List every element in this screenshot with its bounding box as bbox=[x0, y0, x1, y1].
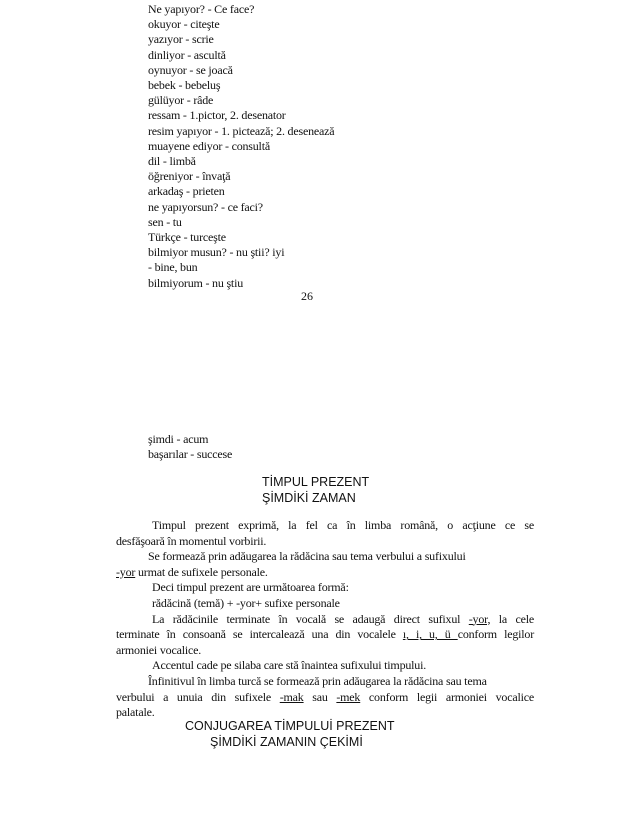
conjugation-heading-line1: CONJUGAREA TİMPULUİ PREZENT bbox=[185, 719, 395, 733]
vocab-entry: bilmiyor musun? - nu ştii? iyi bbox=[148, 245, 285, 260]
vocab-entry: öğreniyor - învaţă bbox=[148, 169, 231, 184]
paragraph-line: Timpul prezent exprimă, la fel ca în limba română, o acţiune ce se bbox=[152, 518, 534, 532]
vocab-entry: - bine, bun bbox=[148, 260, 198, 275]
vocab-entry: Türkçe - turceşte bbox=[148, 230, 226, 245]
vocab-entry: yazıyor - scrie bbox=[148, 32, 214, 47]
paragraph-line bbox=[116, 627, 534, 643]
vocab-entry: ressam - 1.pictor, 2. desenator bbox=[148, 108, 286, 123]
suffix-mek: -mek bbox=[336, 689, 361, 704]
paragraph-line: desfăşoară în momentul vorbirii. bbox=[116, 533, 267, 548]
text-span: conform legilor bbox=[457, 627, 534, 642]
vocab-entry: bebek - bebeluş bbox=[148, 78, 221, 93]
paragraph-line: Înfinitivul în limba turcă se formează prin adăugarea la rădăcina sau tema bbox=[148, 673, 487, 688]
text-span: terminate în consoană se intercalează una din vocalele bbox=[116, 627, 403, 642]
suffix-mak: -mak bbox=[279, 689, 304, 704]
paragraph-line bbox=[116, 565, 534, 581]
suffix-yor: -yor, bbox=[468, 611, 491, 626]
text-span: la cele bbox=[490, 611, 534, 626]
suffix-yor: -yor bbox=[116, 564, 136, 579]
vocab-entry: sen - tu bbox=[148, 214, 182, 229]
vocab-entry: muayene ediyor - consultă bbox=[148, 138, 270, 153]
paragraph-line: Accentul cade pe silaba care stă înaintea sufixului timpului. bbox=[152, 658, 427, 673]
vocabulary-list-top bbox=[148, 2, 334, 291]
vocab-entry: şimdi - acum bbox=[148, 432, 209, 446]
vocabulary-list-bottom bbox=[148, 432, 232, 462]
vocab-entry: bilmiyorum - nu ştiu bbox=[148, 275, 244, 290]
paragraph-line bbox=[116, 690, 534, 706]
section-heading-line2: ŞİMDİKİ ZAMAN bbox=[262, 491, 356, 505]
vocab-entry: başarılar - succese bbox=[148, 447, 233, 462]
section-heading-line1: TİMPUL PREZENT bbox=[262, 475, 370, 489]
paragraph-line: armoniei vocalice. bbox=[116, 642, 202, 657]
text-span: conform legii armoniei vocalice bbox=[360, 689, 534, 704]
vocab-entry: Ne yapıyor? - Ce face? bbox=[148, 2, 255, 16]
page-number: 26 bbox=[301, 289, 313, 303]
vocab-entry: okuyor - citeşte bbox=[148, 17, 220, 32]
vocab-entry: arkadaş - prieten bbox=[148, 184, 225, 199]
body-text bbox=[116, 518, 534, 721]
vocab-entry: resim yapıyor - 1. pictează; 2. desenează bbox=[148, 123, 335, 138]
paragraph-line bbox=[116, 612, 534, 628]
paragraph-line: palatale. bbox=[116, 705, 155, 720]
conjugation-heading-line2: ŞİMDİKİ ZAMANIN ÇEKİMİ bbox=[210, 735, 363, 749]
paragraph-line: Deci timpul prezent are următoarea formă: bbox=[152, 580, 349, 595]
vocab-entry: ne yapıyorsun? - ce faci? bbox=[148, 199, 263, 214]
paragraph-line: Se formează prin adăugarea la rădăcina sau tema verbului a sufixului bbox=[148, 549, 466, 564]
vocab-entry: dil - limbă bbox=[148, 154, 196, 169]
text-span: verbului a unuia din sufixele bbox=[116, 689, 280, 704]
vocab-entry: oynuyor - se joacă bbox=[148, 62, 233, 77]
text-span: sau bbox=[303, 689, 337, 704]
paragraph-line: rădăcină (temă) + -yor+ sufixe personale bbox=[152, 595, 340, 610]
vowels: ı, i, u, ü bbox=[402, 627, 458, 642]
text-span: urmat de sufixele personale. bbox=[135, 564, 268, 579]
vocab-entry: dinliyor - ascultă bbox=[148, 47, 226, 62]
text-span: La rădăcinile terminate în vocală se adaugă direct sufixul bbox=[152, 611, 469, 626]
vocab-entry: gülüyor - râde bbox=[148, 93, 214, 108]
